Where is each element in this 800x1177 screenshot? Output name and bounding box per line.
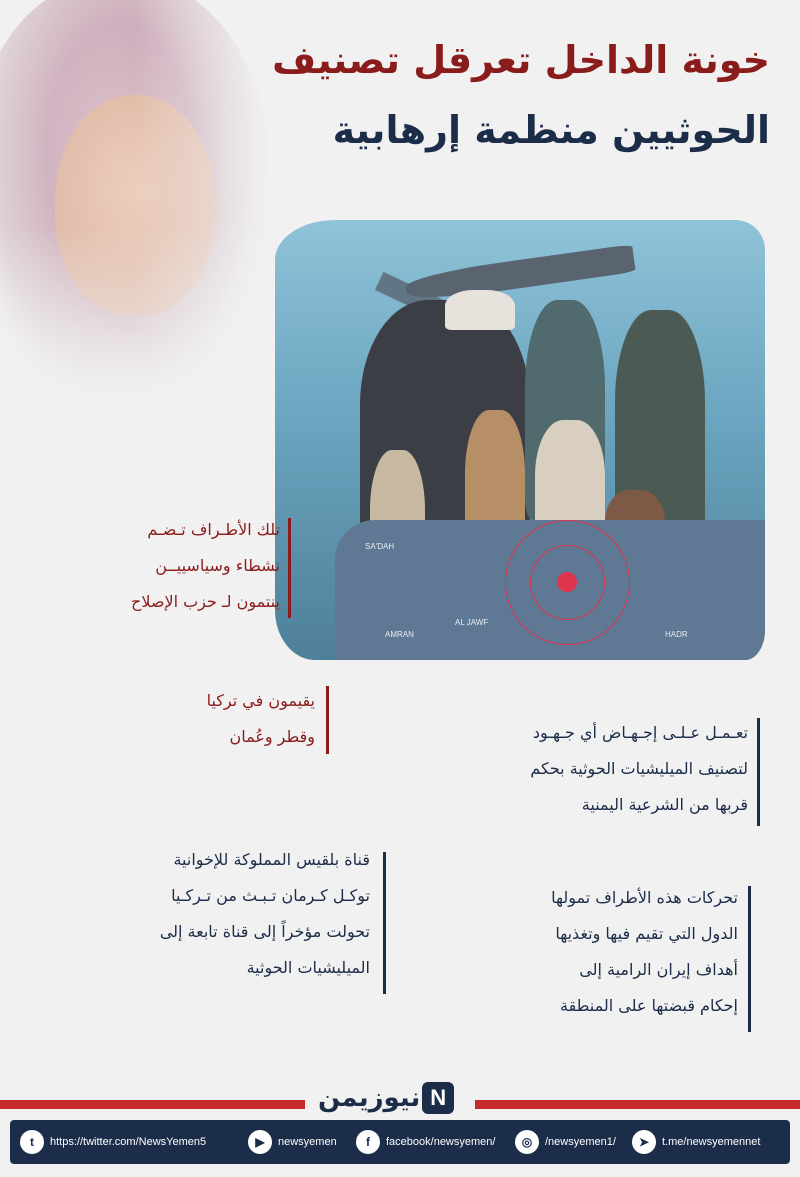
facebook-link[interactable] bbox=[356, 1130, 495, 1154]
paragraph-bar bbox=[748, 886, 751, 1032]
text-line: الميليشيات الحوثية bbox=[246, 958, 370, 977]
text-line: تلك الأطـراف تـضـم bbox=[147, 520, 280, 539]
telegram-icon: ➤ bbox=[632, 1130, 656, 1154]
paragraph-residence bbox=[35, 683, 315, 755]
map-label: AL JAWF bbox=[455, 618, 489, 627]
youtube-handle: newsyemen bbox=[278, 1136, 337, 1148]
logo-mark: N bbox=[422, 1082, 454, 1114]
target-dot bbox=[557, 572, 577, 592]
text-line: أهداف إيران الرامية إلى bbox=[579, 960, 738, 979]
newsyemen-logo bbox=[318, 1078, 454, 1118]
text-line: وقطر وعُمان bbox=[229, 727, 315, 746]
map-label: HADR bbox=[665, 630, 688, 639]
instagram-icon: ◎ bbox=[515, 1130, 539, 1154]
twitter-icon: t bbox=[20, 1130, 44, 1154]
left-stripe bbox=[0, 1100, 305, 1109]
text-line: الدول التي تقيم فيها وتغذيها bbox=[555, 924, 738, 943]
paragraph-bar bbox=[288, 518, 291, 618]
collage-image bbox=[275, 220, 765, 660]
title-line-2: الحوثيين منظمة إرهابية bbox=[332, 108, 770, 152]
map-label: AMRAN bbox=[385, 630, 414, 639]
paragraph-bar bbox=[757, 718, 760, 826]
social-footer bbox=[10, 1120, 790, 1164]
text-line: قناة بلقيس المملوكة للإخوانية bbox=[173, 850, 370, 869]
paragraph-belqees bbox=[30, 842, 370, 986]
text-line: يقيمون في تركيا bbox=[206, 691, 315, 710]
youtube-link[interactable] bbox=[248, 1130, 337, 1154]
telegram-handle: t.me/newsyemennet bbox=[662, 1136, 761, 1148]
title-line-1: خونة الداخل تعرقل تصنيف bbox=[272, 38, 770, 82]
text-line: نشطاء وسياسييــن bbox=[155, 556, 280, 575]
text-line: تعـمـل عـلـى إجـهـاض أي جـهـود bbox=[532, 723, 748, 742]
logo-text: نيوزيمن bbox=[318, 1083, 421, 1113]
text-line: تحركات هذه الأطراف تمولها bbox=[551, 888, 738, 907]
paragraph-obstruction bbox=[408, 715, 748, 823]
paragraph-bar bbox=[326, 686, 329, 754]
paragraph-bar bbox=[383, 852, 386, 994]
instagram-handle: /newsyemen1/ bbox=[545, 1136, 616, 1148]
right-stripe bbox=[475, 1100, 800, 1109]
paragraph-parties bbox=[0, 512, 280, 620]
instagram-link[interactable] bbox=[515, 1130, 616, 1154]
youtube-icon: ▶ bbox=[248, 1130, 272, 1154]
text-line: توكـل كـرمان تـبـث من تـركـيا bbox=[171, 886, 370, 905]
turban-shape bbox=[445, 290, 515, 330]
text-line: قربها من الشرعية اليمنية bbox=[581, 795, 748, 814]
map-label: SA'DAH bbox=[365, 542, 395, 551]
text-line: إحكام قبضتها على المنطقة bbox=[559, 996, 738, 1015]
portrait-fade bbox=[0, 0, 270, 410]
text-line: ينتمون لـ حزب الإصلاح bbox=[130, 592, 280, 611]
text-line: تحولت مؤخراً إلى قناة تابعة إلى bbox=[159, 922, 370, 941]
facebook-icon: f bbox=[356, 1130, 380, 1154]
portrait-image bbox=[0, 0, 270, 410]
text-line: لتصنيف الميليشيات الحوثية بحكم bbox=[530, 759, 748, 778]
telegram-link[interactable] bbox=[632, 1130, 760, 1154]
paragraph-funding bbox=[418, 880, 738, 1024]
twitter-handle: https://twitter.com/NewsYemen5 bbox=[50, 1136, 207, 1148]
facebook-handle: facebook/newsyemen/ bbox=[386, 1136, 496, 1148]
twitter-link[interactable] bbox=[20, 1130, 206, 1154]
